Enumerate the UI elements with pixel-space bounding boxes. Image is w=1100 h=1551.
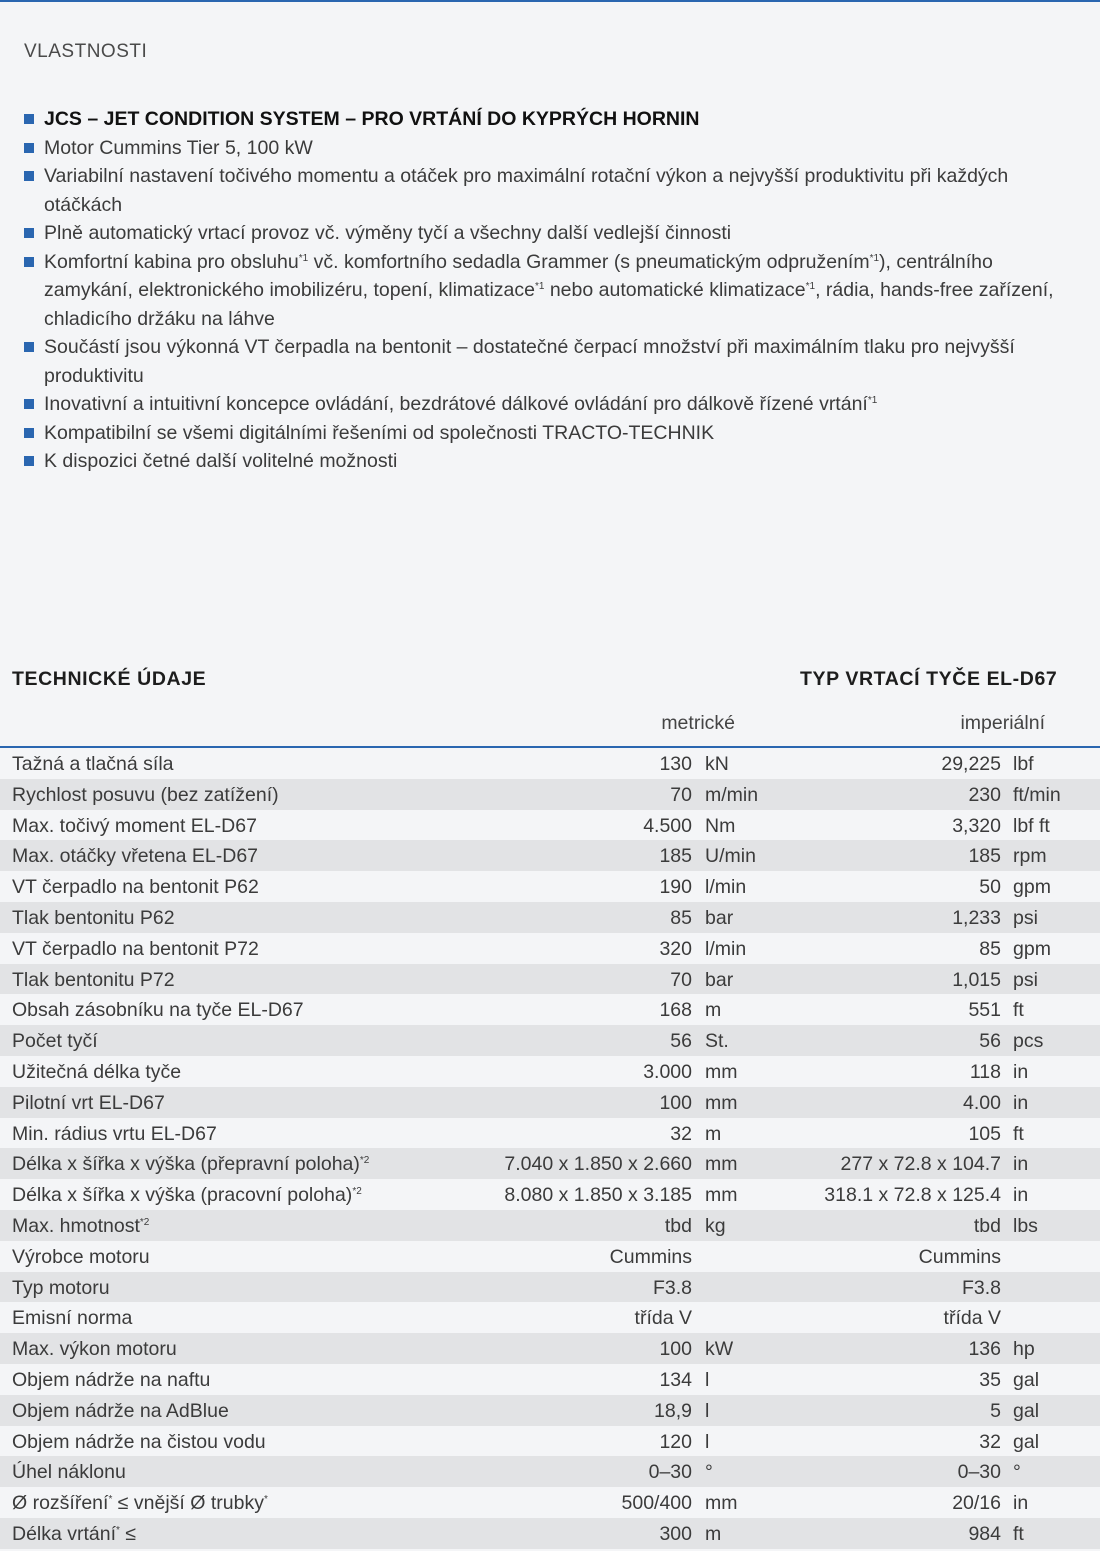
metric-unit: St.	[705, 1030, 729, 1053]
metric-unit: Nm	[705, 814, 736, 837]
imperial-unit: lbf	[1013, 753, 1034, 775]
feature-item	[24, 390, 1084, 419]
imperial-value: tbd	[973, 1214, 1001, 1237]
table-row	[0, 1518, 1100, 1549]
table-row	[0, 1426, 1100, 1457]
bullet-square-icon	[24, 114, 34, 124]
imperial-value: 85	[979, 937, 1001, 960]
imperial-value: 29,225	[941, 753, 1001, 775]
metric-value: třída V	[634, 1307, 692, 1330]
row-label: Obsah zásobníku na tyče EL-D67	[12, 999, 304, 1022]
imperial-unit: ft	[1013, 999, 1024, 1022]
metric-unit: kg	[705, 1214, 726, 1237]
row-label: Počet tyčí	[12, 1030, 98, 1053]
imperial-value: 118	[969, 1060, 1001, 1083]
bullet-square-icon	[24, 228, 34, 238]
metric-value: 100	[659, 1091, 692, 1114]
row-label: Max. hmotnost$^{*2}$	[12, 1214, 150, 1237]
row-label: VT čerpadlo na bentonit P72	[12, 937, 259, 960]
imperial-value: 1,015	[952, 968, 1001, 991]
feature-text: Motor Cummins Tier 5, 100 kW	[44, 136, 313, 159]
table-row	[0, 779, 1100, 810]
imperial-value: 105	[968, 1122, 1001, 1145]
metric-value: 185	[659, 845, 692, 868]
feature-text: Součástí jsou výkonná VT čerpadla na bentonit – dostatečné čerpací množství při maximálním tlaku pro nejvyšší produktivitu	[44, 336, 1015, 387]
imperial-unit: rpm	[1013, 845, 1047, 868]
metric-unit: l	[705, 1368, 710, 1391]
metric-unit: m	[705, 1122, 722, 1145]
bullet-square-icon	[24, 399, 34, 409]
imperial-value: Cummins	[918, 1245, 1001, 1268]
imperial-unit: psi	[1013, 968, 1038, 991]
metric-value: 168	[659, 999, 692, 1022]
metric-value: Cummins	[609, 1245, 692, 1268]
metric-value: F3.8	[652, 1276, 692, 1299]
imperial-value: F3.8	[961, 1276, 1001, 1299]
metric-value: 4.500	[643, 814, 692, 837]
metric-unit: bar	[705, 906, 734, 929]
imperial-value: 32	[979, 1430, 1001, 1453]
row-label: Pilotní vrt EL-D67	[12, 1091, 165, 1114]
metric-value: 7.040 x 1.850 x 2.660	[504, 1153, 692, 1176]
metric-value: 100	[659, 1338, 692, 1361]
imperial-unit: in	[1013, 1153, 1029, 1176]
technical-table	[0, 748, 1100, 1549]
metric-unit: bar	[705, 968, 734, 991]
row-label: Emisní norma	[12, 1307, 133, 1330]
imperial-unit: gpm	[1013, 937, 1051, 960]
metric-unit: m/min	[705, 783, 759, 806]
table-row	[0, 1056, 1100, 1087]
table-row	[0, 1025, 1100, 1056]
metric-unit: l/min	[705, 876, 747, 899]
feature-item	[24, 333, 1084, 390]
table-row	[0, 1364, 1100, 1395]
imperial-unit: ft	[1013, 1522, 1024, 1545]
table-row	[0, 1087, 1100, 1118]
row-label: Max. točivý moment EL-D67	[12, 814, 257, 837]
table-row	[0, 1241, 1100, 1272]
metric-unit: kN	[705, 753, 729, 775]
table-row	[0, 1118, 1100, 1149]
row-label: Užitečná délka tyče	[12, 1060, 182, 1083]
feature-item	[24, 219, 1084, 248]
imperial-unit: lbf ft	[1013, 814, 1050, 837]
rod-type-title: TYP VRTACÍ TYČE EL-D67	[800, 668, 1058, 690]
feature-item	[24, 419, 1084, 448]
bullet-square-icon	[24, 257, 34, 267]
row-label: Délka x šířka x výška (přepravní poloha)$^{*2}$	[12, 1153, 370, 1176]
metric-value: 320	[659, 937, 692, 960]
row-label: Úhel náklonu	[12, 1461, 126, 1484]
feature-item	[24, 248, 1084, 334]
row-label: Typ motoru	[12, 1276, 110, 1299]
imperial-unit: lbs	[1013, 1214, 1038, 1237]
row-label: Max. otáčky vřetena EL-D67	[12, 845, 259, 868]
top-divider	[0, 0, 1100, 2]
row-label: Rychlost posuvu (bez zatížení)	[12, 783, 279, 806]
metric-value: 300	[659, 1522, 692, 1545]
metric-value: 32	[670, 1122, 692, 1145]
imperial-unit: in	[1013, 1060, 1029, 1083]
imperial-value: 5	[990, 1399, 1001, 1422]
metric-value: 18,9	[654, 1399, 692, 1422]
bullet-square-icon	[24, 143, 34, 153]
row-label: Objem nádrže na naftu	[12, 1368, 211, 1391]
technical-title: TECHNICKÉ ÚDAJE	[12, 668, 207, 690]
imperial-unit: gal	[1013, 1368, 1040, 1391]
imperial-value: 136	[968, 1338, 1001, 1361]
metric-unit: m	[705, 1522, 722, 1545]
metric-value: 190	[659, 876, 692, 899]
metric-value: 120	[659, 1430, 692, 1453]
table-row	[0, 1395, 1100, 1426]
table-row	[0, 1148, 1100, 1179]
bullet-square-icon	[24, 342, 34, 352]
feature-item	[24, 162, 1084, 219]
feature-item	[24, 134, 1084, 163]
table-row	[0, 1456, 1100, 1487]
table-row	[0, 1302, 1100, 1333]
table-row	[0, 748, 1100, 779]
metric-unit: kW	[705, 1338, 734, 1361]
feature-item	[24, 447, 1084, 476]
bullet-square-icon	[24, 456, 34, 466]
bullet-square-icon	[24, 428, 34, 438]
row-label: Min. rádius vrtu EL-D67	[12, 1122, 217, 1145]
metric-unit: mm	[705, 1091, 738, 1114]
table-row	[0, 994, 1100, 1025]
imperial-unit: pcs	[1013, 1030, 1044, 1053]
metric-unit: mm	[705, 1492, 738, 1515]
imperial-value: 3,320	[952, 814, 1001, 837]
imperial-unit: gal	[1013, 1430, 1040, 1453]
imperial-value: 35	[979, 1368, 1001, 1391]
feature-text: Kompatibilní se všemi digitálními řešeními od společnosti TRACTO-TECHNIK	[44, 421, 715, 444]
imperial-value: 551	[968, 999, 1001, 1022]
imperial-value: 56	[979, 1030, 1001, 1053]
imperial-unit: gpm	[1013, 876, 1051, 899]
table-row	[0, 1333, 1100, 1364]
metric-value: 85	[670, 906, 692, 929]
metric-value: 134	[659, 1368, 692, 1391]
feature-text: Komfortní kabina pro obsluhu$^{*1}$ vč. komfortního sedadla Grammer (s pneumatickým odpružením$^{*1}$), centrálního zamykání, elektronického imobilizéru, topení, klimatizace$^{*1}$ nebo automatické klimatizace$^{*1}$, rádia, hands-free zařízení, chladicího držáku na láhve	[44, 250, 1054, 330]
imperial-value: 0–30	[957, 1461, 1001, 1484]
imperial-column-header: imperiální	[960, 712, 1045, 734]
table-row	[0, 902, 1100, 933]
metric-value: 56	[670, 1030, 692, 1053]
metric-unit: l	[705, 1399, 710, 1422]
metric-value: 8.080 x 1.850 x 3.185	[504, 1184, 692, 1207]
feature-text: Variabilní nastavení točivého momentu a otáček pro maximální rotační výkon a nejvyšší produktivitu při každých otáčkách	[44, 165, 1009, 216]
imperial-value: 185	[968, 845, 1001, 868]
imperial-value: 4.00	[963, 1091, 1001, 1114]
imperial-value: 20/16	[952, 1492, 1001, 1515]
feature-text: K dispozici četné další volitelné možnosti	[44, 450, 398, 472]
metric-value: 130	[659, 753, 692, 775]
row-label: Objem nádrže na čistou vodu	[12, 1430, 266, 1453]
imperial-value: 1,233	[952, 906, 1001, 929]
table-row	[0, 871, 1100, 902]
imperial-unit: gal	[1013, 1399, 1040, 1422]
row-label: Délka vrtání* ≤	[12, 1522, 137, 1545]
bullet-square-icon	[24, 171, 34, 181]
metric-unit: mm	[705, 1060, 738, 1083]
imperial-unit: psi	[1013, 906, 1038, 929]
table-row	[0, 964, 1100, 995]
table-row	[0, 840, 1100, 871]
row-label: VT čerpadlo na bentonit P62	[12, 876, 259, 899]
table-row	[0, 933, 1100, 964]
imperial-value: 50	[979, 876, 1001, 899]
imperial-value: 230	[968, 783, 1001, 806]
metric-unit: U/min	[705, 845, 756, 868]
feature-text: Inovativní a intuitivní koncepce ovládání, bezdrátové dálkové ovládání pro dálkově řízené vrtání$^{*1}$	[44, 393, 878, 415]
features-list	[24, 105, 1084, 476]
imperial-value: 318.1 x 72.8 x 125.4	[824, 1184, 1001, 1207]
imperial-value: 277 x 72.8 x 104.7	[840, 1153, 1001, 1176]
metric-unit: mm	[705, 1184, 738, 1207]
row-label: Tlak bentonitu P62	[12, 906, 175, 929]
metric-value: 70	[670, 783, 692, 806]
metric-unit: °	[705, 1461, 713, 1484]
imperial-unit: in	[1013, 1184, 1029, 1207]
feature-item	[24, 105, 1084, 134]
row-label: Objem nádrže na AdBlue	[12, 1399, 229, 1422]
metric-unit: mm	[705, 1153, 738, 1176]
imperial-value: 984	[968, 1522, 1001, 1545]
row-label: Max. výkon motoru	[12, 1338, 177, 1361]
metric-unit: m	[705, 999, 722, 1022]
metric-column-header: metrické	[661, 712, 735, 734]
imperial-value: třída V	[943, 1307, 1001, 1330]
table-row	[0, 1487, 1100, 1518]
row-label: Výrobce motoru	[12, 1245, 150, 1268]
table-row	[0, 1272, 1100, 1303]
imperial-unit: in	[1013, 1492, 1029, 1515]
imperial-unit: ft	[1013, 1122, 1024, 1145]
row-label: Ø rozšíření* ≤ vnější Ø trubky*	[12, 1492, 268, 1515]
table-row	[0, 810, 1100, 841]
metric-value: 3.000	[643, 1060, 692, 1083]
imperial-unit: °	[1013, 1461, 1021, 1484]
metric-value: 70	[670, 968, 692, 991]
imperial-unit: in	[1013, 1091, 1029, 1114]
row-label: Tlak bentonitu P72	[12, 968, 175, 991]
metric-value: 0–30	[648, 1461, 692, 1484]
imperial-unit: ft/min	[1013, 783, 1061, 806]
features-section	[24, 30, 1084, 476]
table-row	[0, 1179, 1100, 1210]
row-label: Délka x šířka x výška (pracovní poloha)$^{*2}$	[12, 1184, 362, 1207]
metric-value: 500/400	[621, 1492, 692, 1515]
metric-unit: l/min	[705, 937, 747, 960]
imperial-unit: hp	[1013, 1338, 1035, 1361]
metric-value: tbd	[664, 1214, 692, 1237]
features-heading: VLASTNOSTI	[24, 41, 148, 62]
metric-unit: l	[705, 1430, 710, 1453]
feature-text: JCS – JET CONDITION SYSTEM – PRO VRTÁNÍ DO KYPRÝCH HORNIN	[44, 108, 700, 130]
row-label: Tažná a tlačná síla	[12, 753, 174, 775]
table-row	[0, 1210, 1100, 1241]
feature-text: Plně automatický vrtací provoz vč. výměny tyčí a všechny další vedlejší činnosti	[44, 222, 732, 244]
